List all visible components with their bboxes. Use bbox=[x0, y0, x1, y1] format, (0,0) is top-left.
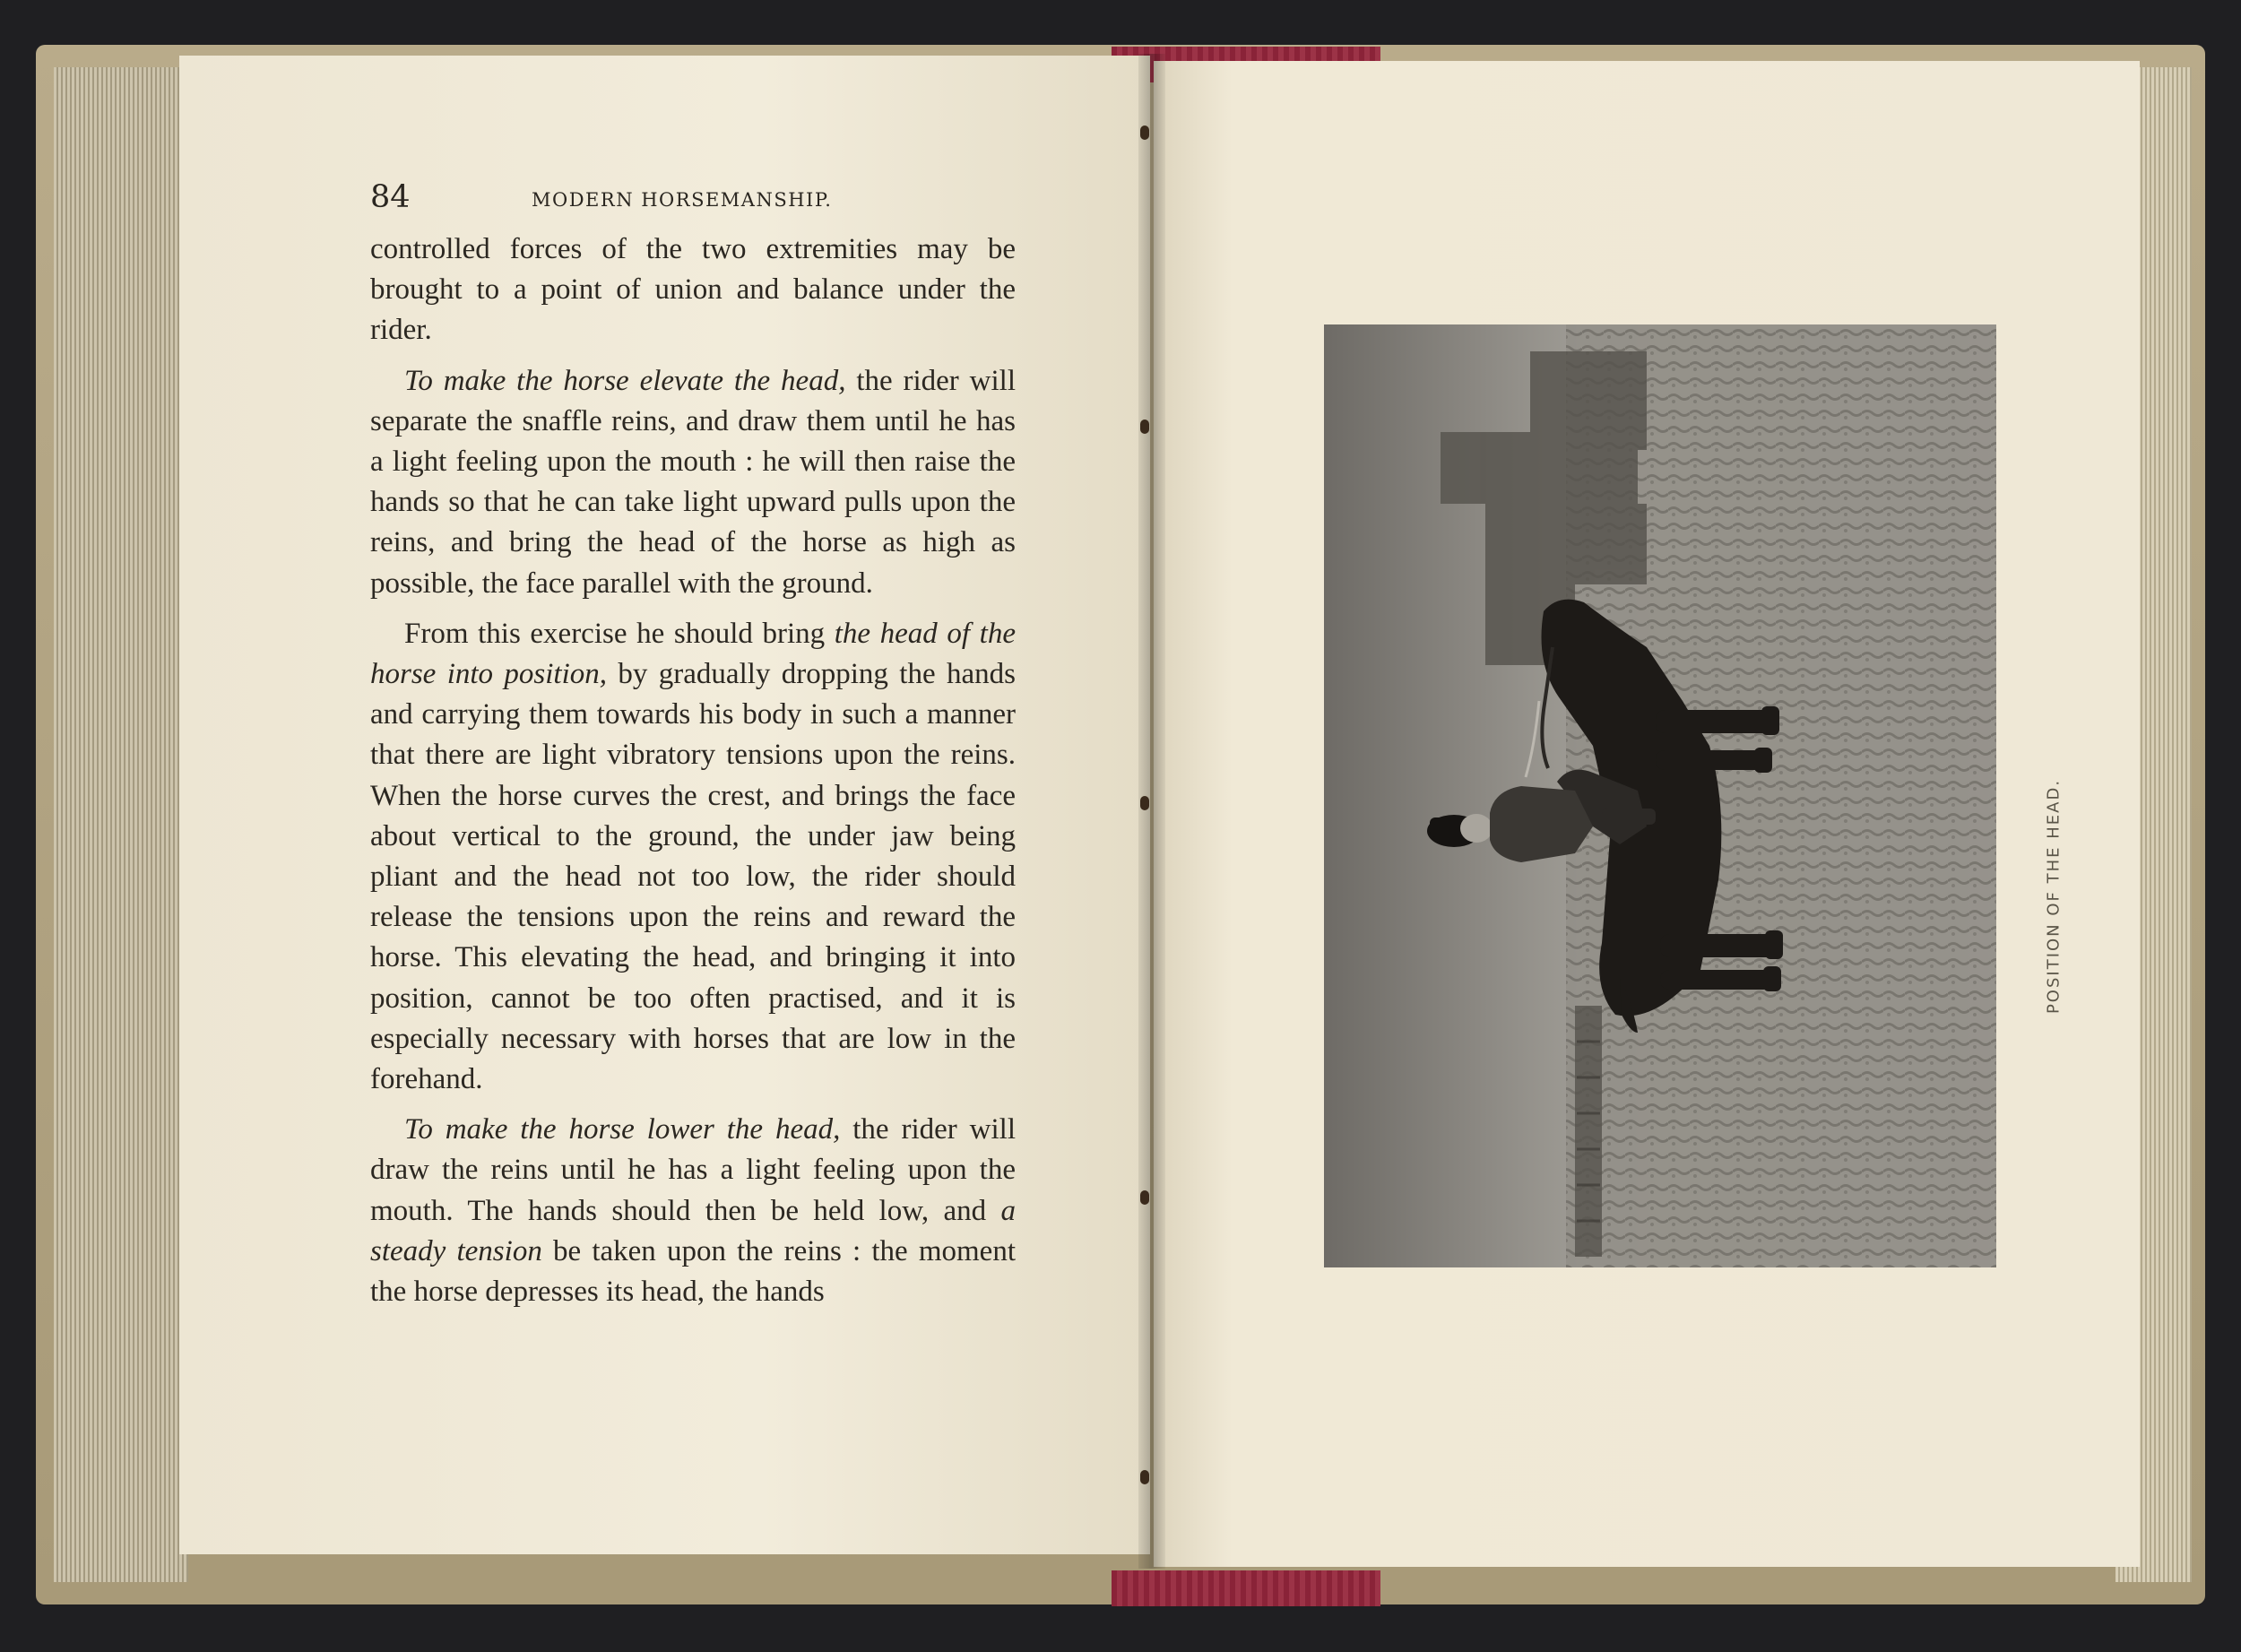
text-segment: the rider will draw the reins until he has a light feeling upon the mouth. The hands should then be held low, and bbox=[370, 1113, 1016, 1227]
text-segment: by gradually dropping the hands and carrying them towards his body in such a manner that there are light vibratory tensions upon the reins. When the horse curves the crest, and brings the face about vertical to the ground, the under jaw being pliant and the head not too low, the rider should release the tensions upon the reins and reward the horse. This elevating the head, and bringing it into position, cannot be too often practised, and it is especially necessary with horses that are low in the forehand. bbox=[370, 658, 1016, 1096]
spine-cloth-bottom bbox=[1112, 1570, 1380, 1606]
italic-text-segment: To make the horse elevate the head, bbox=[404, 364, 846, 397]
photo-plate bbox=[1324, 324, 1996, 1267]
body-paragraph bbox=[370, 229, 1016, 351]
binding-stitch bbox=[1140, 125, 1149, 140]
body-paragraph bbox=[370, 361, 1016, 604]
text-segment: From this exercise he should bring bbox=[404, 617, 835, 650]
body-text bbox=[370, 229, 1016, 1322]
plate-caption: POSITION OF THE HEAD. bbox=[2044, 778, 2064, 1015]
text-segment: the rider will separate the snaffle reins, and draw them until he has a light feeling upon the mouth : he will then raise the hands so that he can take light upward pulls upon the reins, and bring the head of the horse as high as possible, the face parallel with the ground. bbox=[370, 364, 1017, 600]
italic-text-segment: the head of the horse into position, bbox=[370, 617, 1016, 691]
binding-stitch bbox=[1140, 419, 1149, 434]
body-paragraph bbox=[370, 614, 1016, 1100]
binding-stitch bbox=[1140, 1190, 1149, 1205]
binding-stitch bbox=[1140, 1470, 1149, 1484]
text-segment: be taken upon the reins : the moment the horse depresses its head, the hands bbox=[370, 1234, 1016, 1309]
text-segment: controlled forces of the two extremities may be brought to a point of union and balance under the rider. bbox=[370, 233, 1016, 347]
page-edges-left bbox=[54, 67, 188, 1582]
italic-text-segment: a steady tension bbox=[370, 1194, 1016, 1267]
italic-text-segment: To make the horse lower the head, bbox=[404, 1113, 841, 1146]
body-paragraph bbox=[370, 1110, 1016, 1312]
page-number: 84 bbox=[370, 179, 411, 215]
binding-stitch bbox=[1140, 796, 1149, 810]
gutter-shadow bbox=[1138, 54, 1165, 1569]
running-title: MODERN HORSEMANSHIP. bbox=[532, 189, 833, 211]
horse-and-rider-photo bbox=[1324, 324, 1996, 1267]
